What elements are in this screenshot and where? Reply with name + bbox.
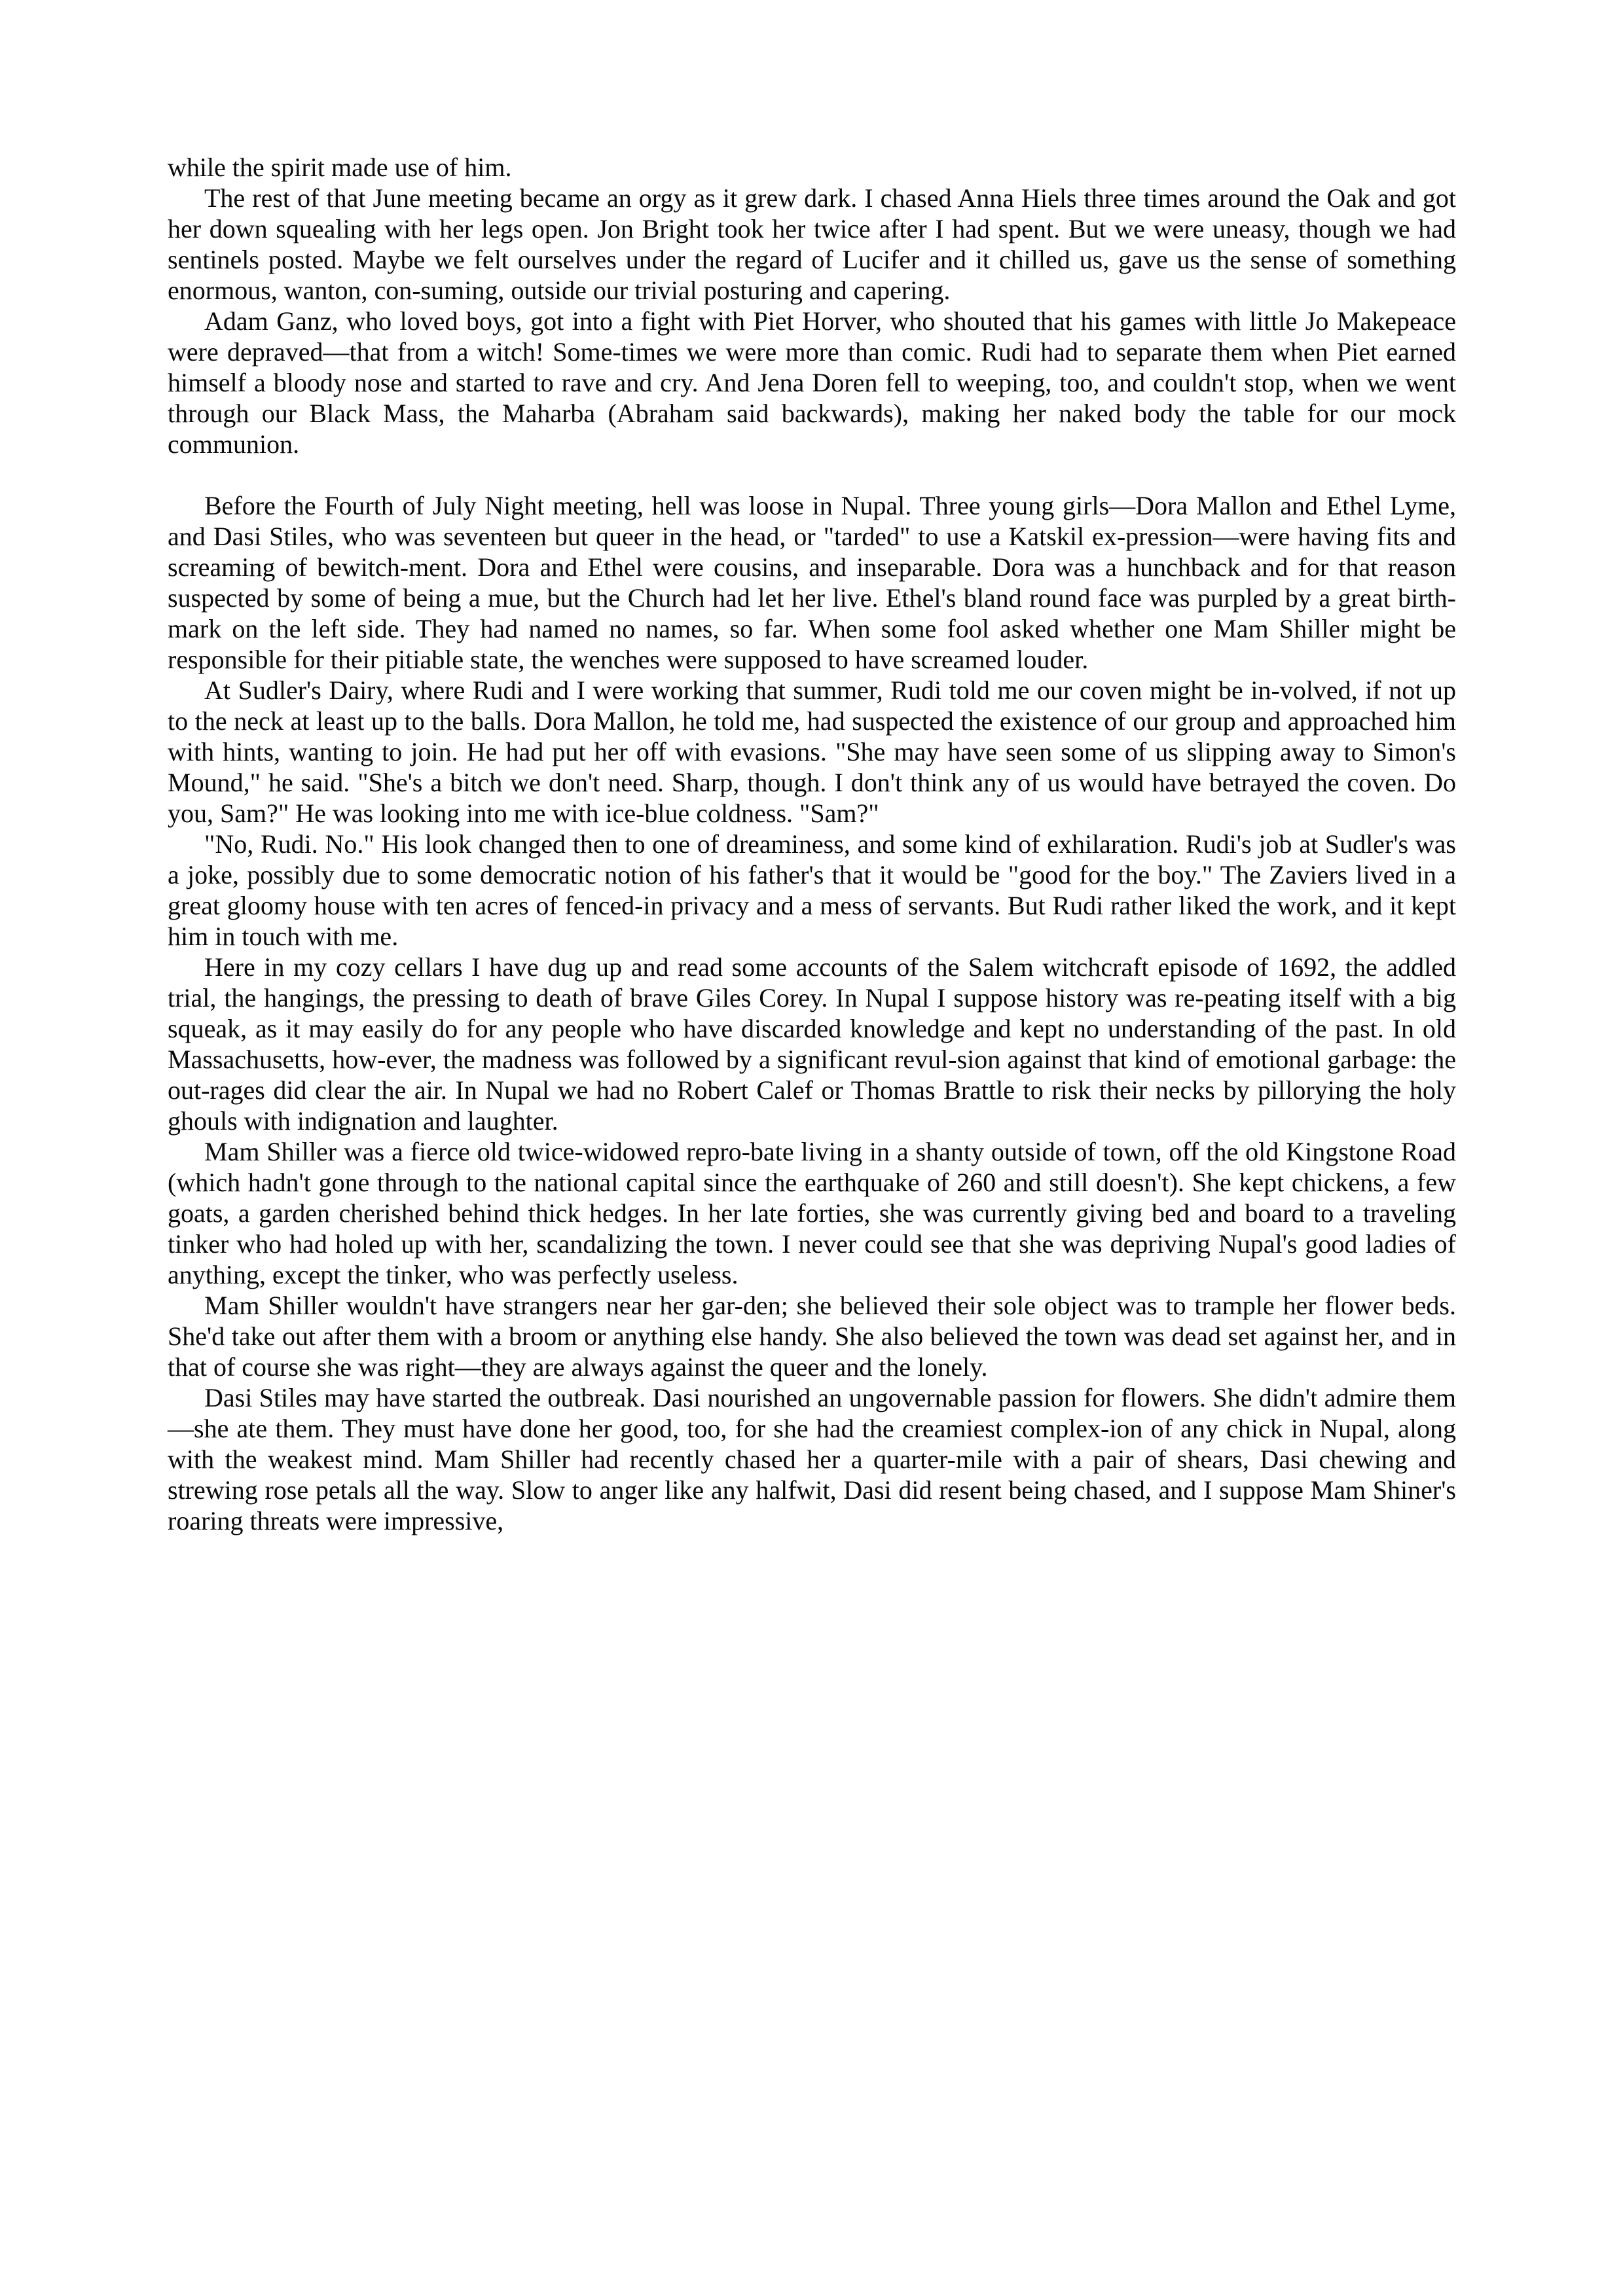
paragraph: Mam Shiller was a fierce old twice-widowed repro-bate living in a shanty outside of town, off the old Kingstone Road (which hadn't gone through to the national capital since the earthquake of 260 and still doesn't). She kept chickens, a few goats, a garden cherished behind thick hedges. In her late forties, she was currently giving bed and board to a traveling tinker who had holed up with her, scandalizing the town. I never could see that she was depriving Nupal's good ladies of anything, except the tinker, who was perfectly useless. bbox=[168, 1137, 1456, 1289]
paragraph: The rest of that June meeting became an orgy as it grew dark. I chased Anna Hiels three times around the Oak and got her down squealing with her legs open. Jon Bright took her twice after I had spent. But we were uneasy, though we had sentinels posted. Maybe we felt ourselves under the regard of Lucifer and it chilled us, gave us the sense of something enormous, wanton, con-suming, outside our trivial posturing and capering. bbox=[168, 183, 1456, 305]
paragraph: Here in my cozy cellars I have dug up and read some accounts of the Salem witchcraft episode of 1692, the addled trial, the hangings, the pressing to death of brave Giles Corey. In Nupal I suppose history was re-peating itself with a big squeak, as it may easily do for any people who have discarded knowledge and kept no understanding of the past. In old Massachusetts, how-ever, the madness was followed by a significant revul-sion against that kind of emotional garbage: the out-rages did clear the air. In Nupal we had no Robert Calef or Thomas Brattle to risk their necks by pillorying the holy ghouls with indignation and laughter. bbox=[168, 952, 1456, 1136]
paragraph: "No, Rudi. No." His look changed then to one of dreaminess, and some kind of exhilaration. Rudi's job at Sudler's was a joke, possibly due to some democratic notion of his father's that it would be "good for the boy." The Zaviers lived in a great gloomy house with ten acres of fenced-in privacy and a mess of servants. But Rudi rather liked the work, and it kept him in touch with me. bbox=[168, 829, 1456, 951]
paragraph: Dasi Stiles may have started the outbreak. Dasi nourished an ungovernable passion for flowers. She didn't admire them—she ate them. They must have done her good, too, for she had the creamiest complex-ion of any chick in Nupal, along with the weakest mind. Mam Shiller had recently chased her a quarter-mile with a pair of shears, Dasi chewing and strewing rose petals all the way. Slow to anger like any halfwit, Dasi did resent being chased, and I suppose Mam Shiner's roaring threats were impressive, bbox=[168, 1383, 1456, 1535]
paragraph: while the spirit made use of him. bbox=[168, 152, 512, 182]
paragraph: At Sudler's Dairy, where Rudi and I were working that summer, Rudi told me our coven might be in-volved, if not up to the neck at least up to the balls. Dora Mallon, he told me, had suspected the existence of our group and approached him with hints, wanting to join. He had put her off with evasions. "She may have seen some of us slipping away to Simon's Mound," he said. "She's a bitch we don't need. Sharp, though. I don't think any of us would have betrayed the coven. Do you, Sam?" He was looking into me with ice-blue coldness. "Sam?" bbox=[168, 675, 1456, 828]
paragraph: Before the Fourth of July Night meeting, hell was loose in Nupal. Three young girls—Dora Mallon and Ethel Lyme, and Dasi Stiles, who was seventeen but queer in the head, or "tarded" to use a Katskil ex-pression—were having fits and screaming of bewitch-ment. Dora and Ethel were cousins, and inseparable. Dora was a hunchback and for that reason suspected by some of being a mue, but the Church had let her live. Ethel's bland round face was purpled by a great birth-mark on the left side. They had named no names, so far. When some fool asked whether one Mam Shiller might be responsible for their pitiable state, the wenches were supposed to have screamed louder. bbox=[168, 491, 1456, 674]
page-content bbox=[168, 152, 1456, 1536]
paragraph: Mam Shiller wouldn't have strangers near her gar-den; she believed their sole object was to trample her flower beds. She'd take out after them with a broom or anything else handy. She also believed the town was dead set against her, and in that of course she was right—they are always against the queer and the lonely. bbox=[168, 1291, 1456, 1382]
paragraph: Adam Ganz, who loved boys, got into a fight with Piet Horver, who shouted that his games with little Jo Makepeace were depraved—that from a witch! Some-times we were more than comic. Rudi had to separate them when Piet earned himself a bloody nose and started to rave and cry. And Jena Doren fell to weeping, too, and couldn't stop, when we went through our Black Mass, the Maharba (Abraham said backwards), making her naked body the table for our mock communion. bbox=[168, 306, 1456, 459]
